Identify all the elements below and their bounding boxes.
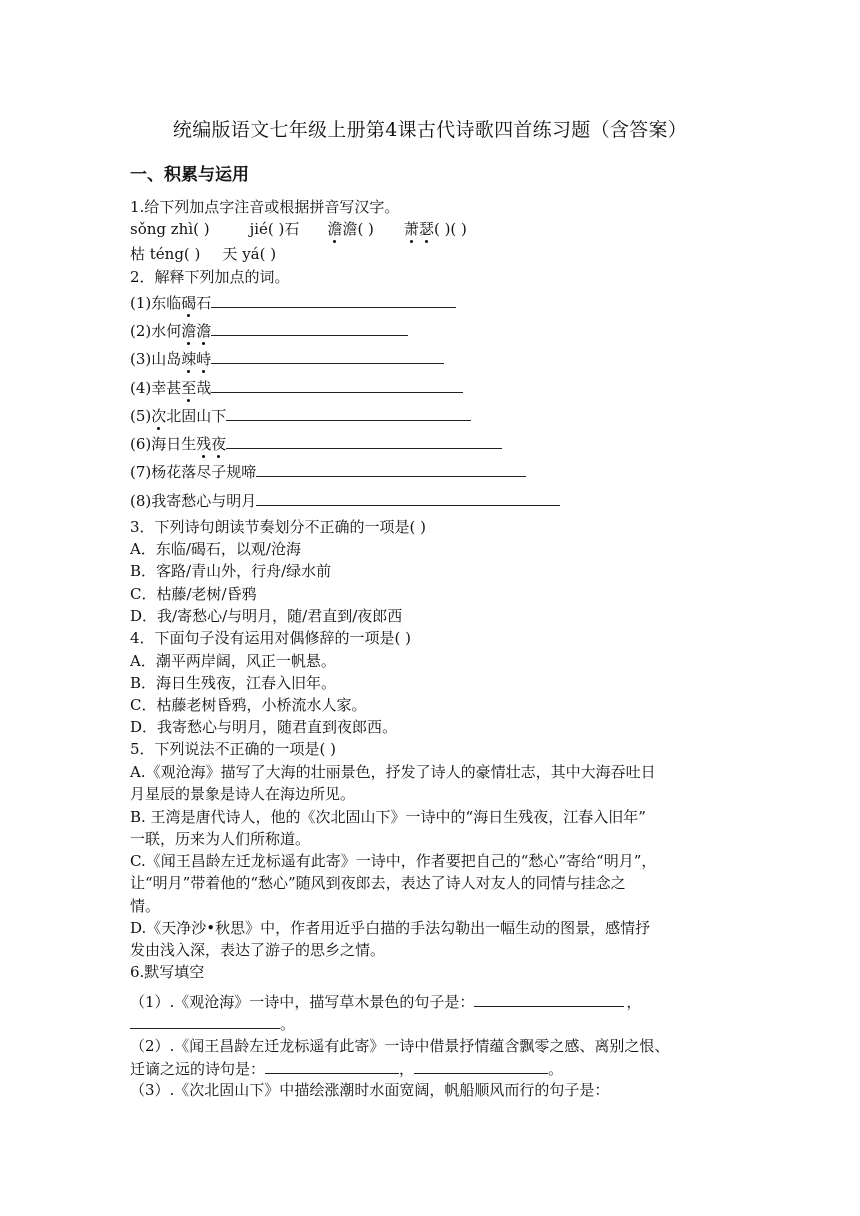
dotted-char: 夜: [211, 435, 227, 453]
question-2-item: [130, 292, 456, 313]
dotted-char: 竦: [181, 350, 197, 368]
option-d-line: 发由浅入深，表达了游子的思乡之情。: [130, 941, 386, 959]
answer-blank[interactable]: [474, 991, 624, 1007]
answer-blank[interactable]: [414, 1058, 548, 1074]
pinyin-item: 天 yá( ): [222, 245, 277, 263]
text-segment: (6)海日生: [130, 435, 197, 453]
char: 澹: [342, 220, 358, 238]
dotted-char: 瑟: [418, 220, 434, 238]
question-5-stem: 5．下列说法不正确的一项是( ): [130, 740, 337, 758]
dotted-char: 碣: [181, 294, 197, 312]
fill-item-1: [130, 991, 641, 1012]
text-segment: 。: [280, 1015, 296, 1033]
text-segment: (2)水何: [130, 322, 182, 340]
text-segment: (8)我寄愁心与明月: [130, 492, 257, 510]
answer-blank[interactable]: [256, 490, 560, 506]
question-2-item: [130, 490, 560, 511]
question-2-item: [130, 433, 502, 454]
option-b-line: B. 王湾是唐代诗人，他的《次北固山下》一诗中的“海日生残夜，江春入旧年”: [130, 808, 646, 826]
text-segment: (1)东临: [130, 294, 182, 312]
dotted-char: 澹: [196, 322, 212, 340]
option: B．海日生残夜，江春入旧年。: [130, 674, 337, 692]
question-4-stem: 4．下面句子没有运用对偶修辞的一项是( ): [130, 629, 412, 647]
pinyin-item: 枯 téng( ): [130, 245, 201, 263]
text-segment: (4)幸甚: [130, 379, 182, 397]
option: C．枯藤老树昏鸦，小桥流水人家。: [130, 696, 367, 714]
option: D．我寄愁心与明月，随君直到夜郎西。: [130, 718, 398, 736]
text-segment: (7)杨花落尽子规啼: [130, 463, 257, 481]
option: A．潮平两岸阔，风正一帆悬。: [130, 652, 336, 670]
text-segment: (5): [130, 407, 152, 425]
option: A．东临/碣石，以观/沧海: [130, 540, 301, 558]
option: D．我/寄愁心/与明月，随/君直到/夜郎西: [130, 607, 403, 625]
fill-item-1-cont: [130, 1013, 295, 1034]
paren: ( ): [357, 220, 374, 238]
answer-blank[interactable]: [211, 320, 408, 336]
question-1-row-2: [130, 244, 276, 264]
text-segment: (3)山岛: [130, 350, 182, 368]
answer-blank[interactable]: [211, 348, 444, 364]
text-segment: 。: [548, 1060, 564, 1078]
text-segment: 哉: [196, 379, 212, 397]
option-a-line: A.《观沧海》描写了大海的壮丽景色，抒发了诗人的豪情壮志，其中大海吞吐日: [130, 763, 656, 781]
fill-item-2: （2）.《闻王昌龄左迁龙标遥有此寄》一诗中借景抒情蕴含飘零之感、离别之恨、: [130, 1037, 670, 1055]
text-segment: 石: [196, 294, 212, 312]
question-2-item: [130, 377, 463, 398]
answer-blank[interactable]: [265, 1058, 399, 1074]
option-c-line: C.《闻王昌龄左迁龙标遥有此寄》一诗中，作者要把自己的“愁心”寄给“明月”，: [130, 852, 657, 870]
fill-item-3: （3）.《次北固山下》中描绘涨潮时水面宽阔，帆船顺风而行的句子是：: [130, 1081, 610, 1099]
question-2-item: [130, 461, 526, 482]
answer-blank[interactable]: [211, 377, 463, 393]
dotted-char: 次: [151, 407, 167, 425]
dotted-char: 残: [196, 435, 212, 453]
question-2-item: [130, 320, 408, 341]
option: C．枯藤/老树/昏鸦: [130, 585, 257, 603]
text-segment: ，: [399, 1060, 415, 1078]
dotted-char: 澹: [181, 322, 197, 340]
option-d-line: D.《天净沙•秋思》中，作者用近乎白描的手法勾勒出一幅生动的图景，感情抒: [130, 919, 651, 937]
document-title: 统编版语文七年级上册第4课古代诗歌四首练习题（含答案）: [172, 119, 688, 141]
question-1-stem: 1.给下列加点字注音或根据拼音写汉字。: [130, 198, 400, 216]
question-2-stem: 2．解释下列加点的词。: [130, 268, 290, 286]
paren: ( )( ): [433, 220, 467, 238]
option: B．客路/青山外，行舟/绿水前: [130, 562, 332, 580]
option-a-line: 月星辰的景象是诗人在海边所见。: [130, 785, 356, 803]
answer-blank[interactable]: [226, 433, 502, 449]
option-c-line: 让“明月”带着他的“愁心”随风到夜郎去，表达了诗人对友人的同情与挂念之: [130, 874, 626, 892]
dotted-char: 澹: [327, 220, 343, 238]
answer-blank[interactable]: [130, 1013, 280, 1029]
text-segment: 北固山下: [166, 407, 227, 425]
text-segment: 迁谪之远的诗句是：: [130, 1060, 266, 1078]
option-c-line: 情。: [130, 897, 161, 915]
question-2-item: [130, 405, 471, 426]
question-6-stem: 6.默写填空: [130, 963, 205, 981]
question-1-row-1: [130, 219, 467, 239]
question-2-item: [130, 348, 444, 369]
text-segment: （1）.《观沧海》一诗中，描写草木景色的句子是：: [130, 993, 475, 1011]
answer-blank[interactable]: [256, 461, 526, 477]
answer-blank[interactable]: [226, 405, 471, 421]
pinyin-item: jié( )石: [249, 220, 300, 238]
option-b-line: 一联，历来为人们所称道。: [130, 830, 311, 848]
question-3-stem: 3．下列诗句朗读节奏划分不正确的一项是( ): [130, 518, 427, 536]
dotted-char: 至: [181, 379, 197, 397]
section-heading: 一、积累与运用: [130, 165, 249, 185]
dotted-char: 萧: [403, 220, 419, 238]
pinyin-item: sǒng zhì( ): [130, 220, 210, 238]
dotted-char: 峙: [196, 350, 212, 368]
fill-item-2-cont: [130, 1058, 563, 1079]
text-segment: ，: [626, 993, 642, 1011]
answer-blank[interactable]: [211, 292, 456, 308]
